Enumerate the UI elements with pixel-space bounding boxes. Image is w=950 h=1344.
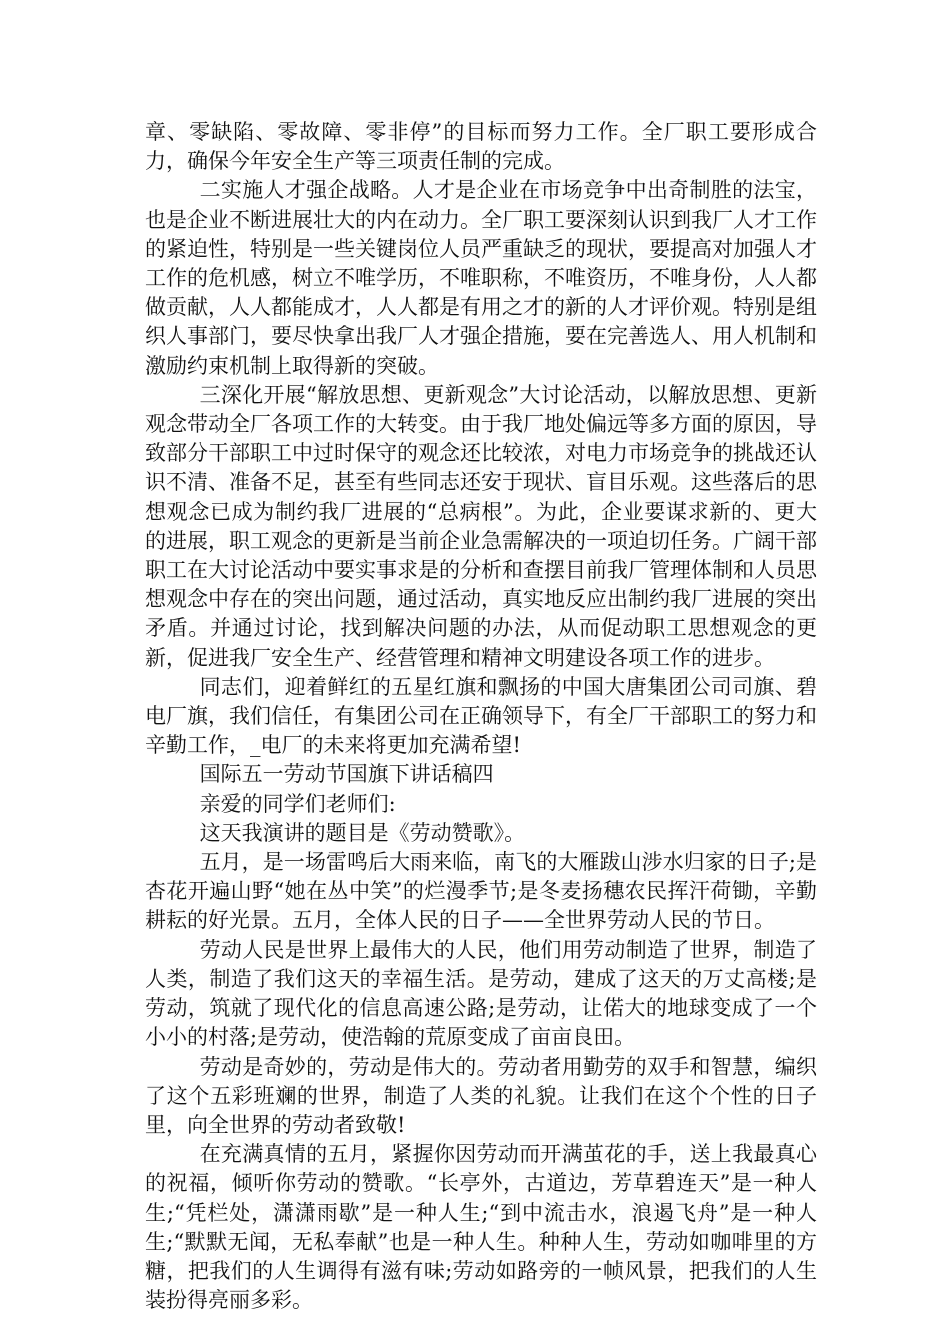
- paragraph-talent-strategy: 二实施人才强企战略。人才是企业在市场竞争中出奇制胜的法宝，也是企业不断进展壮大的内在动力。全厂职工要深刻认识到我厂人才工作的紧迫性，特别是一些关键岗位人员严重缺乏的现状，要提高对加强人才工作的危机感，树立不唯学历，不唯职称，不唯资历，不唯身份，人人都做贡献，人人都能成才，人人都是有用之才的新的人才评价观。特别是组织人事部门，要尽快拿出我厂人才强企措施，要在完善选人、用人机制和激励约束机制上取得新的突破。: [145, 178, 817, 378]
- paragraph-labor-wonderful: 劳动是奇妙的，劳动是伟大的。劳动者用勤劳的双手和智慧，编织了这个五彩班斓的世界，制造了人类的礼貌。让我们在这个个性的日子里，向全世界的劳动者致敬!: [145, 1054, 817, 1137]
- speech-greeting: 亲爱的同学们老师们:: [199, 791, 396, 816]
- paragraph-may: 五月，是一场雷鸣后大雨来临，南飞的大雁跋山涉水归家的日子;是杏花开遍山野“她在丛中笑”的烂漫季节;是冬麦扬穗农民挥汗荷锄，辛勤耕耘的好光景。五月，全体人民的日子——全世界劳动人民的节日。: [145, 850, 817, 933]
- document-body: [145, 118, 817, 1315]
- paragraph-closing: 同志们，迎着鲜红的五星红旗和飘扬的中国大唐集团公司司旗、碧电厂旗，我们信任，有集团公司在正确领导下，有全厂干部职工的努力和辛勤工作，_电厂的未来将更加充满希望!: [145, 674, 817, 758]
- paragraph-may-blessing: 在充满真情的五月，紧握你因劳动而开满茧花的手，送上我最真心的祝福，倾听你劳动的赞歌。“长亭外，古道边，芳草碧连天”是一种人生;“凭栏处，潇潇雨歇”是一种人生;“到中流击水，浪遏飞舟”是一种人生;“默默无闻，无私奉献”也是一种人生。种种人生，劳动如咖啡里的方糖，把我们的人生调得有滋有味;劳动如路旁的一帧风景，把我们的人生装扮得亮丽多彩。: [145, 1142, 817, 1313]
- paragraph-continued: 章、零缺陷、零故障、零非停”的目标而努力工作。全厂职工要形成合力，确保今年安全生产等三项责任制的完成。: [145, 120, 817, 174]
- paragraph-mindset-discussion: 三深化开展“解放思想、更新观念”大讨论活动，以解放思想、更新观念带动全厂各项工作的大转变。由于我厂地处偏远等多方面的原因，导致部分干部职工中过时保守的观念还比较浓，对电力市场竞争的挑战还认识不清、准备不足，甚至有些同志还安于现状、盲目乐观。这些落后的思想观念已成为制约我厂进展的“总病根”。为此，企业要谋求新的、更大的进展，职工观念的更新是当前企业急需解决的一项迫切任务。广阔干部职工在大讨论活动中要实事求是的分析和查摆目前我厂管理体制和人员思想观念中存在的突出问题，通过活动，真实地反应出制约我厂进展的突出矛盾。并通过讨论，找到解决问题的办法，从而促动职工思想观念的更新，促进我厂安全生产、经营管理和精神文明建设各项工作的进步。: [145, 382, 817, 670]
- paragraph-working-people: 劳动人民是世界上最伟大的人民，他们用劳动制造了世界，制造了人类，制造了我们这天的幸福生活。是劳动，建成了这天的万丈高楼;是劳动，筑就了现代化的信息高速公路;是劳动，让偌大的地球变成了一个小小的村落;是劳动，使浩翰的荒原变成了亩亩良田。: [145, 937, 817, 1050]
- speech-title: 国际五一劳动节国旗下讲话稿四: [199, 762, 494, 787]
- speech-topic: 这天我演讲的题目是《劳动赞歌》。: [199, 820, 526, 845]
